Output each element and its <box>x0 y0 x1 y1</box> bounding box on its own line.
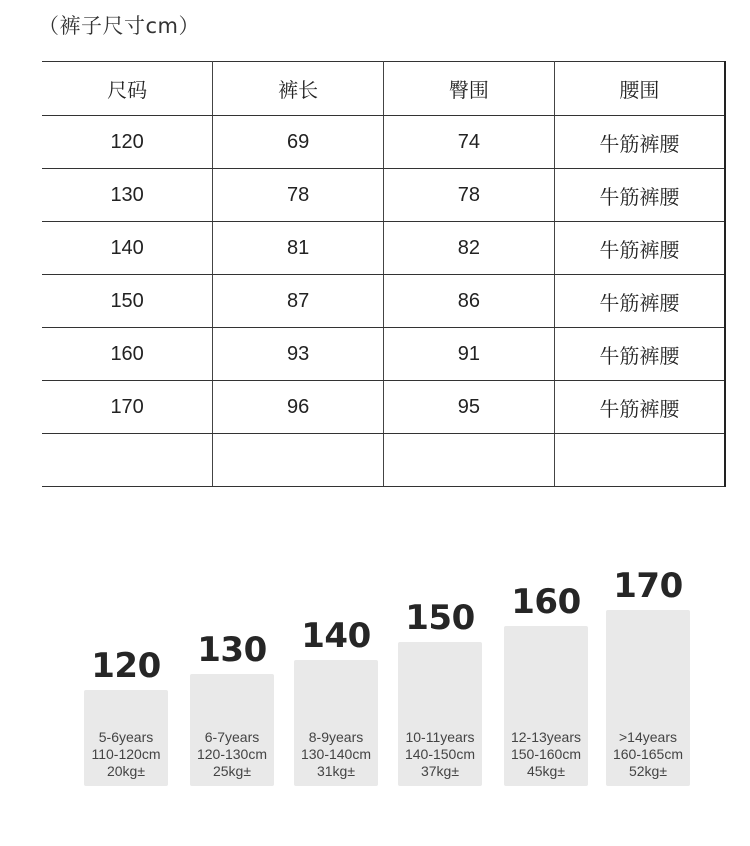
table-cell: 牛筋裤腰 <box>554 116 725 169</box>
table-cell: 74 <box>384 116 555 169</box>
table-cell: 150 <box>42 275 213 328</box>
table-cell: 93 <box>213 328 384 381</box>
size-number: 140 <box>301 616 371 656</box>
table-cell <box>213 434 384 487</box>
size-box <box>606 610 690 786</box>
height-range: 160-165cm <box>612 746 684 762</box>
page-title: （裤子尺寸cm） <box>38 14 201 38</box>
table-row <box>42 116 725 169</box>
table-cell: 160 <box>42 328 213 381</box>
weight-value: 31kg± <box>316 763 356 779</box>
size-box <box>398 642 482 786</box>
size-column <box>398 560 482 786</box>
size-column <box>504 560 588 786</box>
table-cell: 牛筋裤腰 <box>554 381 725 434</box>
age-range: >14years <box>619 729 677 745</box>
table-cell: 69 <box>213 116 384 169</box>
size-guide <box>0 560 750 800</box>
table-cell: 82 <box>384 222 555 275</box>
age-range: 10-11years <box>405 729 475 745</box>
size-column <box>606 560 690 786</box>
age-range: 8-9years <box>308 729 364 745</box>
table-row <box>42 328 725 381</box>
table-cell: 120 <box>42 116 213 169</box>
size-info <box>190 729 274 780</box>
size-column <box>190 560 274 786</box>
table-cell: 78 <box>213 169 384 222</box>
size-box <box>190 674 274 786</box>
size-number: 130 <box>197 630 267 670</box>
weight-value: 20kg± <box>106 763 146 779</box>
size-column <box>294 560 378 786</box>
size-info <box>398 729 482 780</box>
table-cell: 130 <box>42 169 213 222</box>
size-number: 160 <box>511 582 581 622</box>
table-cell: 170 <box>42 381 213 434</box>
size-info <box>294 729 378 780</box>
weight-value: 25kg± <box>212 763 252 779</box>
size-info <box>504 729 588 780</box>
size-box <box>84 690 168 786</box>
age-range: 5-6years <box>98 729 154 745</box>
table-row <box>42 222 725 275</box>
table-cell: 牛筋裤腰 <box>554 275 725 328</box>
size-number: 120 <box>91 646 161 686</box>
table-cell <box>42 434 213 487</box>
table-cell: 牛筋裤腰 <box>554 222 725 275</box>
size-box <box>504 626 588 786</box>
table-cell: 96 <box>213 381 384 434</box>
size-box <box>294 660 378 786</box>
size-number: 170 <box>613 566 683 606</box>
table-cell: 91 <box>384 328 555 381</box>
column-header: 臀围 <box>384 62 555 116</box>
table-header-row <box>42 62 725 116</box>
weight-value: 52kg± <box>628 763 668 779</box>
table-cell <box>384 434 555 487</box>
size-table <box>42 61 726 487</box>
table-row <box>42 381 725 434</box>
weight-value: 45kg± <box>526 763 566 779</box>
height-range: 130-140cm <box>300 746 372 762</box>
column-header: 尺码 <box>42 62 213 116</box>
table-row <box>42 169 725 222</box>
table-cell: 86 <box>384 275 555 328</box>
table-cell: 95 <box>384 381 555 434</box>
size-info <box>84 729 168 780</box>
size-column <box>84 560 168 786</box>
weight-value: 37kg± <box>420 763 460 779</box>
height-range: 140-150cm <box>404 746 476 762</box>
height-range: 120-130cm <box>196 746 268 762</box>
table-row <box>42 434 725 487</box>
size-info <box>606 729 690 780</box>
age-range: 12-13years <box>510 729 582 745</box>
size-number: 150 <box>405 598 475 638</box>
table-row <box>42 275 725 328</box>
table-cell: 87 <box>213 275 384 328</box>
age-range: 6-7years <box>204 729 260 745</box>
table-cell <box>554 434 725 487</box>
column-header: 裤长 <box>213 62 384 116</box>
height-range: 110-120cm <box>91 746 161 762</box>
column-header: 腰围 <box>554 62 725 116</box>
table-cell: 140 <box>42 222 213 275</box>
table-cell: 81 <box>213 222 384 275</box>
table-cell: 78 <box>384 169 555 222</box>
height-range: 150-160cm <box>510 746 582 762</box>
table-cell: 牛筋裤腰 <box>554 328 725 381</box>
table-cell: 牛筋裤腰 <box>554 169 725 222</box>
